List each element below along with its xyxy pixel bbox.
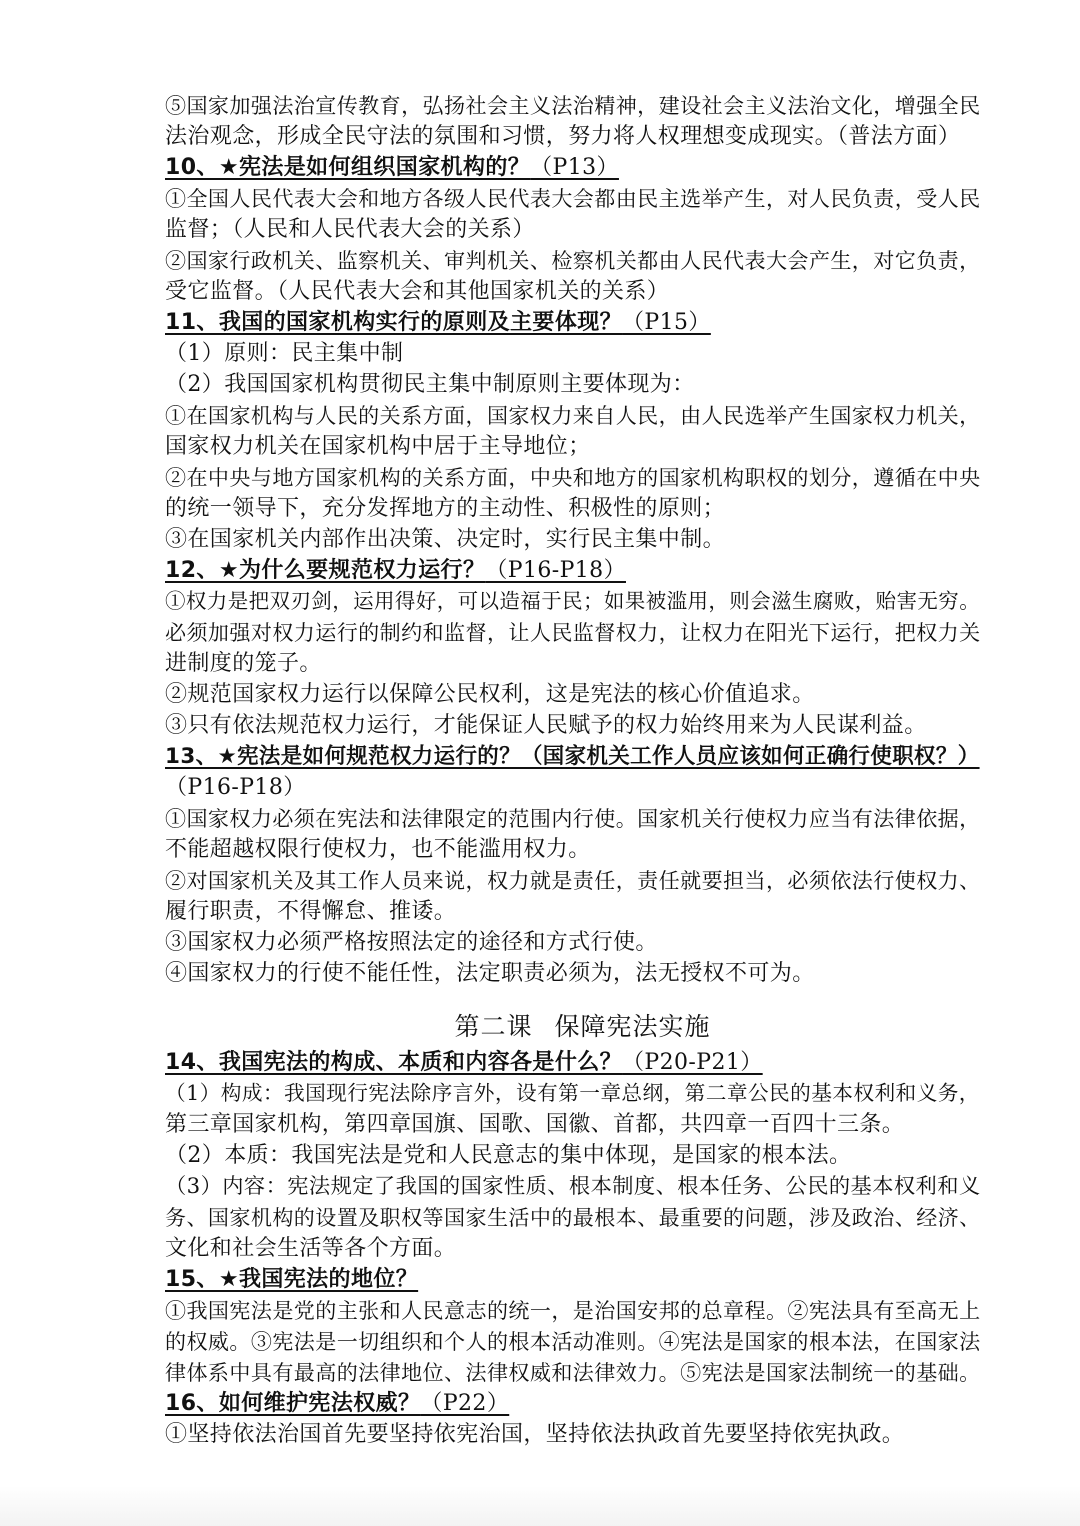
text-line: ①我国宪法是党的主张和人民意志的统一，是治国安邦的总章程。②宪法具有至高无上: [165, 1298, 981, 1323]
text-line: ⑤国家加强法治宣传教育，弘扬社会主义法治精神，建设社会主义法治文化，增强全民: [165, 93, 981, 118]
text-line: 文化和社会生活等各个方面。: [165, 1236, 457, 1261]
lesson-number: 第二课: [454, 1012, 533, 1041]
text-line: 律体系中具有最高的法律地位、法律权威和法律效力。⑤宪法是国家法制统一的基础。: [165, 1360, 981, 1385]
scan-edge-shade: [0, 1486, 1080, 1526]
question-title: 10、★宪法是如何组织国家机构的？: [165, 155, 531, 180]
text-line: ③只有依法规范权力运行，才能保证人民赋予的权力始终用来为人民谋利益。: [165, 713, 927, 738]
text-line: 不能超越权限行使权力，也不能滥用权力。: [165, 837, 591, 862]
text-line: ①权力是把双刃剑，运用得好，可以造福于民；如果被滥用，则会滋生腐败，贻害无穷。: [165, 589, 981, 613]
question-heading-10: [165, 152, 980, 183]
question-heading-12: [165, 555, 980, 586]
text-line: ②国家行政机关、监察机关、审判机关、检察机关都由人民代表大会产生，对它负责，: [165, 248, 981, 273]
text-line: ①坚持依法治国首先要坚持依宪治国，坚持依法执政首先要坚持依宪执政。: [165, 1422, 905, 1447]
text-line: （3）内容：宪法规定了我国的国家性质、根本制度、根本任务、公民的基本权利和义: [165, 1174, 981, 1199]
lesson-name: 保障宪法实施: [554, 1012, 711, 1041]
page-reference: （P20-P21）: [622, 1050, 763, 1075]
text-line: （1）原则：民主集中制: [165, 341, 404, 366]
text-line: 必须加强对权力运行的制约和监督，让人民监督权力，让权力在阳光下运行，把权力关: [165, 620, 981, 645]
question-title: 14、我国宪法的构成、本质和内容各是什么？: [165, 1050, 623, 1075]
text-line: 法治观念，形成全民守法的氛围和习惯，努力将人权理想变成现实。（普法方面）: [165, 124, 961, 149]
page-reference: （P13）: [530, 155, 619, 180]
text-line: （2）本质：我国宪法是党和人民意志的集中体现，是国家的根本法。: [165, 1143, 852, 1168]
text-line: ①在国家机构与人民的关系方面，国家权力来自人民，由人民选举产生国家权力机关，: [165, 403, 981, 428]
question-title: 12、★为什么要规范权力运行？: [165, 558, 486, 583]
text-line: 进制度的笼子。: [165, 651, 322, 676]
question-heading-16: [165, 1388, 980, 1419]
text-line: 务、国家机构的设置及职权等国家生活中的最根本、最重要的问题，涉及政治、经济、: [165, 1205, 981, 1230]
text-line: ②对国家机关及其工作人员来说，权力就是责任，责任就要担当，必须依法行使权力、: [165, 868, 981, 893]
question-heading-13: [165, 741, 980, 772]
question-heading-11: [165, 307, 980, 338]
page-reference: （P15）: [622, 310, 711, 335]
text-line: 监督；（人民和人民代表大会的关系）: [165, 217, 535, 242]
text-line: （1）构成：我国现行宪法除序言外，设有第一章总纲，第二章公民的基本权利和义务，: [165, 1081, 980, 1105]
page-reference: （P16-P18）: [485, 558, 626, 583]
text-line: 第三章国家机构，第四章国旗、国歌、国徽、首都，共四章一百四十三条。: [165, 1112, 905, 1137]
question-title: 13、★宪法是如何规范权力运行的？（国家机关工作人员应该如何正确行使职权？）: [165, 744, 980, 769]
text-line: ④国家权力的行使不能任性，法定职责必须为，法无授权不可为。: [165, 961, 815, 986]
text-line: 履行职责，不得懈怠、推诿。: [165, 899, 457, 924]
question-title: 11、我国的国家机构实行的原则及主要体现？: [165, 310, 623, 335]
question-title: 15、★我国宪法的地位？: [165, 1267, 419, 1292]
text-line: 国家权力机关在国家机构中居于主导地位；: [165, 434, 591, 459]
text-line: ②在中央与地方国家机构的关系方面，中央和地方的国家机构职权的划分，遵循在中央: [165, 465, 981, 490]
question-title: 16、如何维护宪法权威？: [165, 1391, 421, 1416]
text-line: 的统一领导下，充分发挥地方的主动性、积极性的原则；: [165, 496, 726, 521]
lesson-heading: [165, 1007, 980, 1047]
text-line: ①全国人民代表大会和地方各级人民代表大会都由民主选举产生，对人民负责，受人民: [165, 186, 981, 211]
text-line: ③在国家机关内部作出决策、决定时，实行民主集中制。: [165, 527, 726, 552]
text-line: ①国家权力必须在宪法和法律限定的范围内行使。国家机关行使权力应当有法律依据，: [165, 806, 981, 831]
page-reference: （P16-P18）: [165, 775, 306, 800]
page-reference: （P22）: [420, 1391, 510, 1416]
text-line: 受它监督。（人民代表大会和其他国家机关的关系）: [165, 279, 670, 304]
text-line: （2）我国国家机构贯彻民主集中制原则主要体现为：: [165, 372, 695, 397]
question-heading-14: [165, 1047, 980, 1078]
text-line: ③国家权力必须严格按照法定的途径和方式行使。: [165, 930, 658, 955]
text-line: 的权威。③宪法是一切组织和个人的根本活动准则。④宪法是国家的根本法，在国家法: [165, 1329, 981, 1354]
question-heading-15: [165, 1264, 980, 1295]
text-line: ②规范国家权力运行以保障公民权利，这是宪法的核心价值追求。: [165, 682, 815, 707]
